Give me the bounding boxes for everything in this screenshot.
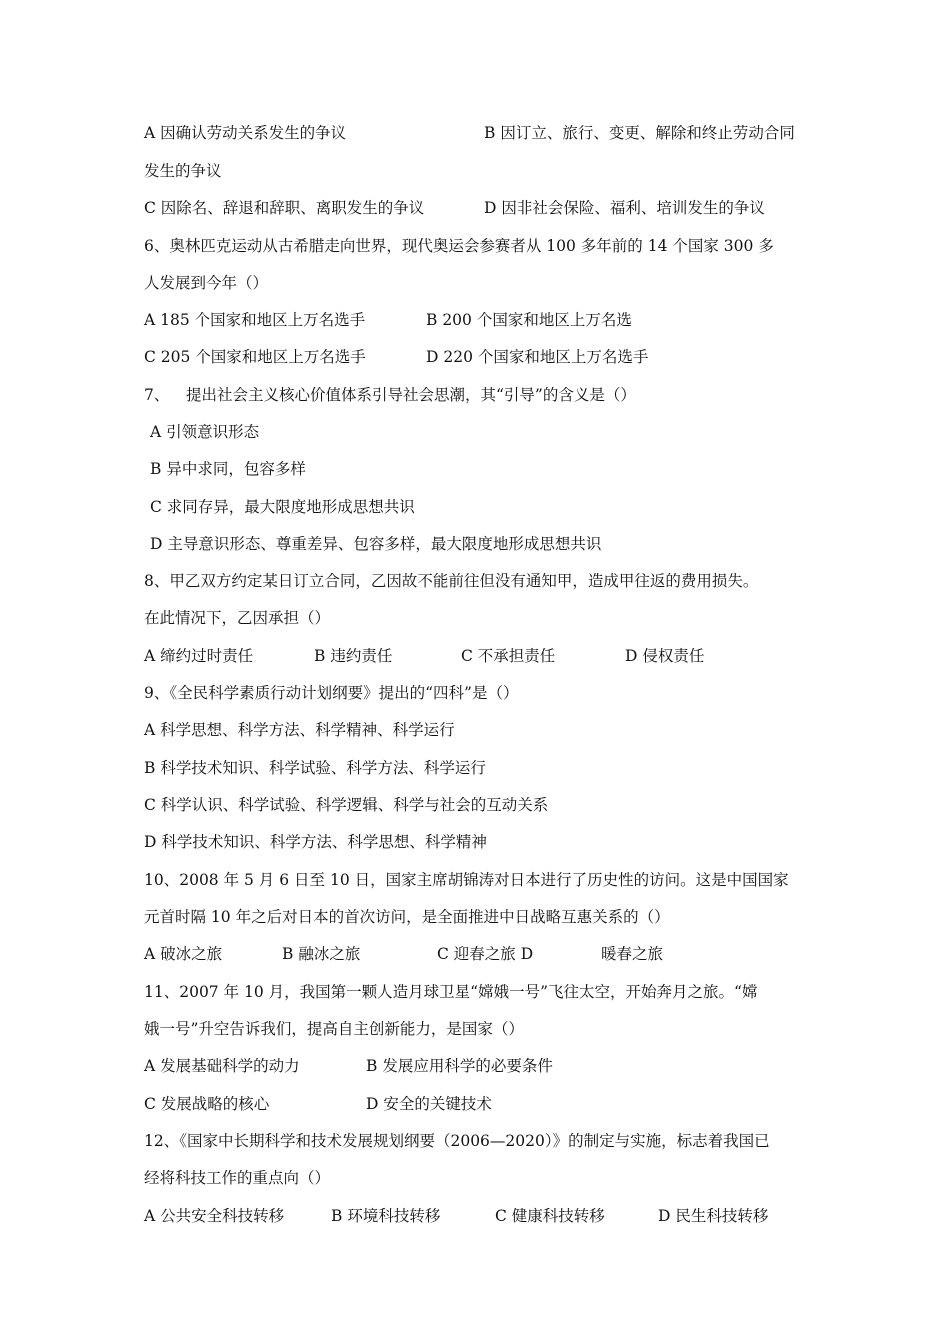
q11-option-d: D 安全的关键技术 [366,1095,492,1113]
q9-stem: 9、《全民科学素质行动计划纲要》提出的“四科”是（） [144,684,519,702]
q8-stem-line2: 在此情况下，乙因承担（） [144,609,331,627]
q5-option-b-continued: 发生的争议 [144,162,222,180]
q10-option-d: 暖春之旅 [601,945,664,963]
q10-option-c: C 迎春之旅 D [437,945,534,963]
q8-option-a: A 缔约过时责任 [144,647,254,665]
q12-option-d: D 民生科技转移 [658,1207,769,1225]
q6-option-d: D 220 个国家和地区上万名选手 [426,348,649,366]
q11-stem-line2: 娥一号”升空告诉我们，提高自主创新能力，是国家（） [144,1020,524,1038]
q9-option-b: B 科学技术知识、科学试验、科学方法、科学运行 [144,759,486,777]
q12-option-c: C 健康科技转移 [495,1207,605,1225]
q6-option-a: A 185 个国家和地区上万名选手 [144,311,366,329]
q8-option-b: B 违约责任 [314,647,393,665]
q5-option-a: A 因确认劳动关系发生的争议 [144,124,347,142]
q5-option-b: B 因订立、旅行、变更、解除和终止劳动合同 [484,124,795,142]
q7-option-c: C 求同存异，最大限度地形成思想共识 [150,498,415,516]
q6-stem-line1: 6、奥林匹克运动从古希腊走向世界，现代奥运会参赛者从 100 多年前的 14 个国家 300 多 [144,237,774,255]
q8-stem-line1: 8、甲乙双方约定某日订立合同，乙因故不能前往但没有通知甲，造成甲往返的费用损失。 [144,572,759,590]
q11-stem-line1: 11、2007 年 10 月，我国第一颗人造月球卫星“嫦娥一号”飞往太空，开始奔月之旅。“嫦 [144,983,758,1001]
q7-option-a: A 引领意识形态 [150,423,260,441]
q7-option-b: B 异中求同，包容多样 [150,460,306,478]
q10-option-b: B 融冰之旅 [282,945,361,963]
q9-option-c: C 科学认识、科学试验、科学逻辑、科学与社会的互动关系 [144,796,549,814]
q11-option-a: A 发展基础科学的动力 [144,1057,300,1075]
q12-option-b: B 环境科技转移 [331,1207,441,1225]
q6-stem-line2: 人发展到今年（） [144,274,269,292]
q5-option-d: D 因非社会保险、福利、培训发生的争议 [484,199,765,217]
q9-option-a: A 科学思想、科学方法、科学精神、科学运行 [144,721,455,739]
q8-option-c: C 不承担责任 [461,647,556,665]
q12-stem-line1: 12、《国家中长期科学和技术发展规划纲要（2006—2020）》的制定与实施，标志着我国已 [144,1132,770,1150]
q10-stem-line1: 10、2008 年 5 月 6 日至 10 日，国家主席胡锦涛对日本进行了历史性的访问。这是中国国家 [144,871,789,889]
q11-option-b: B 发展应用科学的必要条件 [366,1057,553,1075]
q6-option-b: B 200 个国家和地区上万名选 [426,311,632,329]
q8-option-d: D 侵权责任 [625,647,705,665]
q7-number: 7、 [144,386,170,404]
q12-option-a: A 公共安全科技转移 [144,1207,285,1225]
q9-option-d: D 科学技术知识、科学方法、科学思想、科学精神 [144,833,487,851]
q11-option-c: C 发展战略的核心 [144,1095,270,1113]
q7-stem: 提出社会主义核心价值体系引导社会思潮，其“引导”的含义是（） [186,386,636,404]
q10-option-a: A 破冰之旅 [144,945,223,963]
q5-option-c: C 因除名、辞退和辞职、离职发生的争议 [144,199,425,217]
q10-stem-line2: 元首时隔 10 年之后对日本的首次访问，是全面推进中日战略互惠关系的（） [144,908,670,926]
q7-option-d: D 主导意识形态、尊重差异、包容多样，最大限度地形成思想共识 [150,535,602,553]
q6-option-c: C 205 个国家和地区上万名选手 [144,348,366,366]
q12-stem-line2: 经将科技工作的重点向（） [144,1169,331,1187]
